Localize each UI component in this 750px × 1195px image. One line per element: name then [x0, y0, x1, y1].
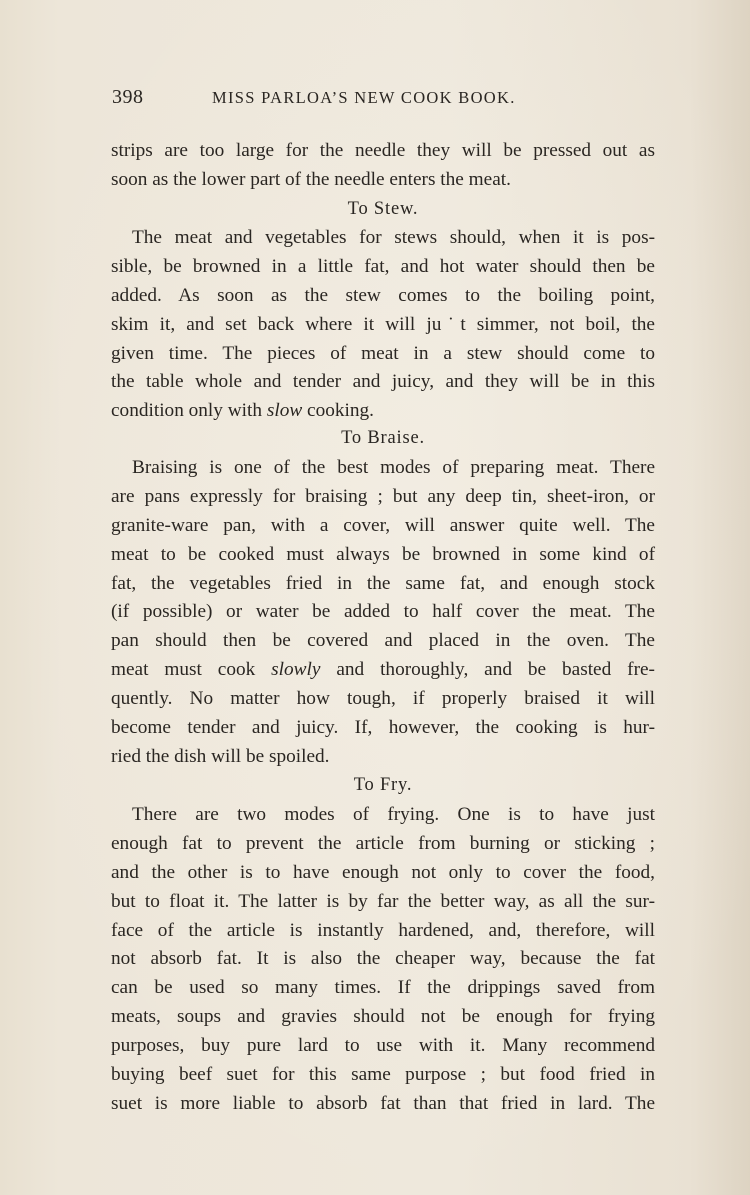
text-segment: cooking.	[302, 400, 374, 422]
text-line: skim it, and set back where it will ju˙t simmer, not boil, the	[111, 313, 655, 335]
text-segment: and thoroughly, and be basted fre-	[320, 659, 655, 681]
text-line: added. As soon as the stew comes to the boiling point,	[111, 284, 655, 306]
text-segment: meat must cook	[111, 659, 272, 681]
text-line: strips are too large for the needle they will be pressed out as	[111, 140, 655, 161]
text-line: meat to be cooked must always be browned in some kind of	[111, 543, 655, 565]
text-line: the table whole and tender and juicy, and they will be in this	[111, 371, 655, 393]
stew-paragraph	[111, 224, 655, 426]
text-line: are pans expressly for braising ; but any deep tin, sheet-iron, or	[111, 485, 655, 507]
text-line: given time. The pieces of meat in a stew should come to	[111, 342, 655, 364]
text-line: sible, be browned in a little fat, and hot water should then be	[111, 255, 655, 277]
text-line: buying beef suet for this same purpose ; but food fried in	[111, 1064, 655, 1086]
text-line: can be used so many times. If the drippings saved from	[111, 977, 655, 999]
text-line: suet is more liable to absorb fat than that fried in lard. The	[111, 1092, 655, 1114]
section-heading-stew: To Stew.	[347, 199, 419, 219]
intro-paragraph	[111, 137, 655, 195]
text-line: fat, the vegetables fried in the same fat, and enough stock	[111, 572, 655, 594]
text-line: ried the dish will be spoiled.	[111, 745, 330, 767]
text-line: granite-ware pan, with a cover, will answer quite well. The	[111, 514, 655, 536]
text-line: pan should then be covered and placed in the oven. The	[111, 630, 655, 652]
text-line: face of the article is instantly hardened, and, therefore, will	[111, 919, 655, 941]
page-number: 398	[112, 86, 144, 108]
braise-paragraph	[111, 454, 655, 772]
text-line: Braising is one of the best modes of preparing meat. There	[132, 457, 655, 478]
running-title: MISS PARLOA’S NEW COOK BOOK.	[212, 88, 516, 107]
text-line: but to float it. The latter is by far the better way, as all the sur-	[111, 890, 655, 912]
emphasis-slowly: slowly	[271, 659, 321, 681]
text-line	[111, 656, 655, 685]
text-line: become tender and juicy. If, however, the cooking is hur-	[111, 717, 655, 739]
emphasis-slow: slow	[266, 400, 303, 422]
text-line: (if possible) or water be added to half cover the meat. The	[111, 601, 655, 623]
text-line: and the other is to have enough not only to cover the food,	[111, 861, 655, 883]
text-line: not absorb fat. It is also the cheaper way, because the fat	[111, 948, 655, 970]
text-line	[111, 397, 655, 426]
text-line: There are two modes of frying. One is to have just	[132, 804, 655, 825]
text-segment: condition only with	[111, 400, 267, 422]
section-heading-fry: To Fry.	[353, 775, 413, 795]
text-line: quently. No matter how tough, if properly braised it will	[111, 688, 655, 710]
fry-paragraph	[111, 801, 655, 1119]
text-line: enough fat to prevent the article from burning or sticking ;	[111, 832, 655, 854]
text-line: purposes, buy pure lard to use with it. Many recommend	[111, 1035, 655, 1057]
page-header	[112, 86, 656, 114]
text-line: The meat and vegetables for stews should, when it is pos-	[132, 227, 655, 248]
section-heading-braise: To Braise.	[341, 428, 425, 448]
text-line: meats, soups and gravies should not be enough for frying	[111, 1006, 655, 1028]
text-line: soon as the lower part of the needle enters the meat.	[111, 168, 511, 190]
